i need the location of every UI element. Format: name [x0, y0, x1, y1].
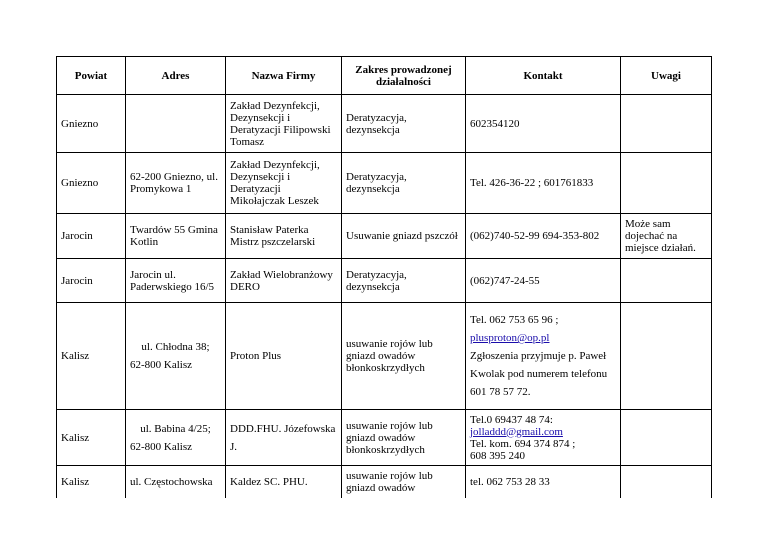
- address-city: 62-800 Kalisz: [130, 440, 193, 453]
- companies-table: [56, 56, 712, 498]
- cell-adres: Twardów 55 Gmina Kotlin: [126, 214, 226, 259]
- cell-uwagi: [621, 466, 712, 498]
- cell-nazwa: Proton Plus: [226, 303, 342, 410]
- header-nazwa: Nazwa Firmy: [226, 57, 342, 95]
- contact-tel: Tel.0 69437 48 74:: [470, 413, 553, 426]
- table-row: [57, 303, 712, 410]
- cell-powiat: Jarocin: [57, 259, 126, 303]
- contact-email-link[interactable]: plusproton@op.pl: [470, 332, 550, 344]
- header-kontakt: Kontakt: [466, 57, 621, 95]
- cell-nazwa: Kaldez SC. PHU.: [226, 466, 342, 498]
- contact-note: Kwolak pod numerem telefonu: [470, 368, 608, 380]
- contact-note: Zgłoszenia przyjmuje p. Paweł: [470, 350, 607, 362]
- cell-zakres: Deratyzacyja, dezynsekcja: [342, 95, 466, 153]
- table-row: [57, 95, 712, 153]
- cell-adres: 62-200 Gniezno, ul. Promykowa 1: [126, 153, 226, 214]
- address-street: ul. Babina 4/25;: [140, 422, 211, 435]
- cell-adres: [126, 95, 226, 153]
- header-powiat: Powiat: [57, 57, 126, 95]
- address-street: ul. Chłodna 38;: [141, 341, 210, 353]
- cell-zakres: Deratyzacyja, dezynsekcja: [342, 259, 466, 303]
- cell-kontakt: (062)740-52-99 694-353-802: [466, 214, 621, 259]
- cell-kontakt: [466, 410, 621, 466]
- cell-powiat: Gniezno: [57, 95, 126, 153]
- contact-tel: Tel. 062 753 65 96 ;: [470, 314, 559, 326]
- table-row: [57, 466, 712, 498]
- table-row: [57, 410, 712, 466]
- cell-adres: [126, 303, 226, 410]
- company-name: DDD.FHU. Józefowska: [230, 422, 336, 435]
- header-uwagi: Uwagi: [621, 57, 712, 95]
- cell-powiat: Kalisz: [57, 410, 126, 466]
- cell-kontakt: Tel. 426-36-22 ; 601761833: [466, 153, 621, 214]
- cell-adres: ul. Częstochowska: [126, 466, 226, 498]
- cell-uwagi: [621, 153, 712, 214]
- cell-powiat: Gniezno: [57, 153, 126, 214]
- table-row: [57, 259, 712, 303]
- header-adres: Adres: [126, 57, 226, 95]
- cell-kontakt: 602354120: [466, 95, 621, 153]
- contact-phone: 608 395 240: [470, 449, 525, 462]
- cell-zakres: usuwanie rojów lub gniazd owadów: [342, 466, 466, 498]
- cell-nazwa: Zakład Wielobranżowy DERO: [226, 259, 342, 303]
- cell-kontakt: [466, 303, 621, 410]
- cell-zakres: Deratyzacyja, dezynsekcja: [342, 153, 466, 214]
- cell-uwagi: [621, 303, 712, 410]
- table-row: [57, 214, 712, 259]
- company-name-cont: J.: [230, 440, 238, 453]
- cell-kontakt: tel. 062 753 28 33: [466, 466, 621, 498]
- table-row: [57, 153, 712, 214]
- cell-uwagi: [621, 259, 712, 303]
- cell-zakres: usuwanie rojów lub gniazd owadów błonkoskrzydłych: [342, 303, 466, 410]
- cell-nazwa: [226, 410, 342, 466]
- contact-kom: Tel. kom. 694 374 874 ;: [470, 437, 576, 450]
- cell-uwagi: [621, 410, 712, 466]
- cell-powiat: Jarocin: [57, 214, 126, 259]
- address-city: 62-800 Kalisz: [130, 359, 193, 371]
- cell-kontakt: (062)747-24-55: [466, 259, 621, 303]
- cell-zakres: usuwanie rojów lub gniazd owadów błonkoskrzydłych: [342, 410, 466, 466]
- cell-adres: [126, 410, 226, 466]
- cell-nazwa: Zakład Dezynfekcji, Dezynsekcji i Deratyzacji Mikołajczak Leszek: [226, 153, 342, 214]
- cell-powiat: Kalisz: [57, 466, 126, 498]
- cell-powiat: Kalisz: [57, 303, 126, 410]
- cell-uwagi: Może sam dojechać na miejsce działań.: [621, 214, 712, 259]
- header-row: [57, 57, 712, 95]
- contact-email-link[interactable]: jolladdd@gmail.com: [470, 425, 563, 438]
- cell-nazwa: Stanisław Paterka Mistrz pszczelarski: [226, 214, 342, 259]
- cell-adres: Jarocin ul. Paderwskiego 16/5: [126, 259, 226, 303]
- header-zakres: Zakres prowadzonej działalności: [342, 57, 466, 95]
- cell-zakres: Usuwanie gniazd pszczół: [342, 214, 466, 259]
- contact-phone: 601 78 57 72.: [470, 386, 531, 398]
- cell-uwagi: [621, 95, 712, 153]
- cell-nazwa: Zakład Dezynfekcji, Dezynsekcji i Deratyzacji Filipowski Tomasz: [226, 95, 342, 153]
